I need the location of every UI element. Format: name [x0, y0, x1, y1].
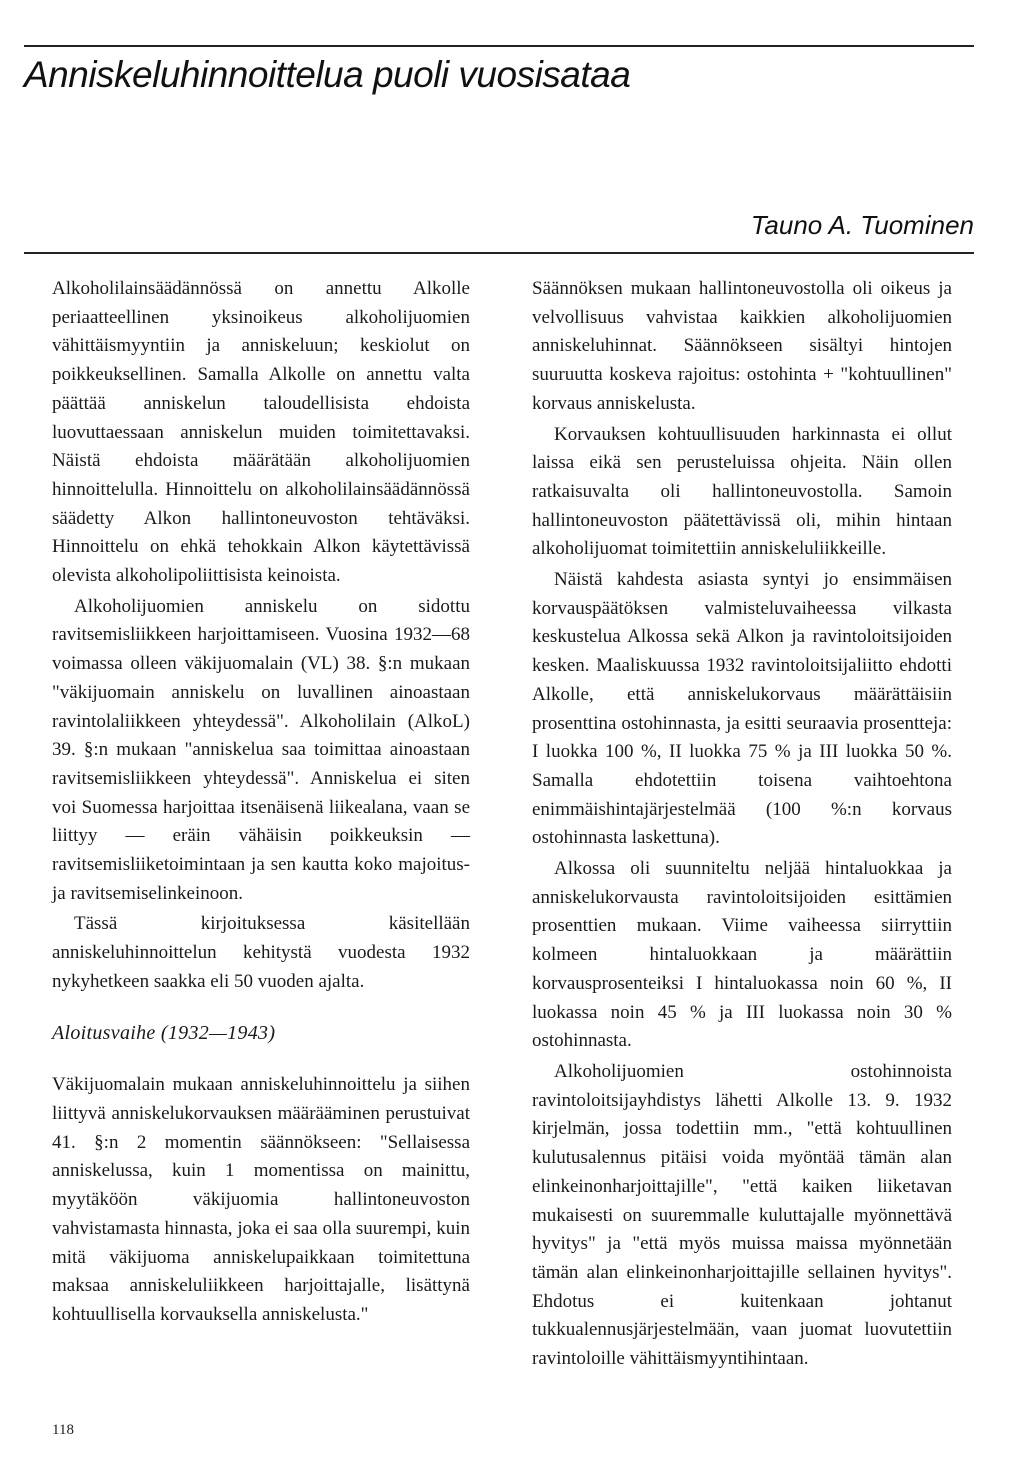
- paragraph: Alkoholijuomien anniskelu on sidottu ravitsemisliikkeen harjoittamiseen. Vuosina 1932—68 voimassa olleen väkijuomalain (VL) 38. §:n mukaan "väkijuomain anniskelu on luvallinen ainoastaan ravintolaliikkeen yhteydessä". Alkoholilain (AlkoL) 39. §:n mukaan "anniskelua saa toimittaa ainoastaan ravitsemisliikkeen yhteydessä". Anniskelua ei siten voi Suomessa harjoittaa itsenäisenä liikealana, vaan se liittyy — eräin vähäisin poikkeuksin — ravitsemisliiketoimintaan ja sen kautta koko majoitus- ja ravitsemiselinkeinoon.: [52, 595, 470, 904]
- left-column: [52, 275, 470, 1332]
- paragraph: Säännöksen mukaan hallintoneuvostolla oli oikeus ja velvollisuus vahvistaa kaikkien alkoholijuomien anniskeluhinnat. Säännökseen sisältyi hintojen suuruutta koskeva rajoitus: ostohinta + "kohtuullinen" korvaus anniskelusta.: [532, 278, 952, 414]
- top-rule: [24, 45, 974, 47]
- paragraph: Alkossa oli suunniteltu neljää hintaluokkaa ja anniskelukorvausta ravintoloitsijoiden esittämien prosenttien mukaan. Viime vaiheessa siirryttiin kolmeen hintaluokkaan ja määrättiin korvausprosenteiksi I hintaluokassa noin 60 %, II luokassa noin 45 % ja III luokassa noin 30 % ostohinnasta.: [532, 858, 952, 1052]
- author-rule: [24, 252, 974, 254]
- paragraph: Alkoholijuomien ostohinnoista ravintoloitsijayhdistys lähetti Alkolle 13. 9. 1932 kirjelmän, jossa todettiin mm., "että kohtuullinen kulutusalennus pitäisi voida myöntää tämän alan elinkeinonharjoittajille", "että kaiken liiketavan mukaisesti on suuremmalle kuluttajalle myönnettävä hyvitys" ja "että myös muissa maissa myönnetään tämän alan elinkeinonharjoittajille sellainen hyvitys". Ehdotus ei kuitenkaan johtanut tukkualennusjärjestelmään, vaan juomat luovutettiin ravintoloille vähittäismyyntihintaan.: [532, 1060, 952, 1370]
- page-number: 118: [52, 1422, 74, 1438]
- article-title: Anniskeluhinnoittelua puoli vuosisataa: [24, 54, 631, 95]
- paragraph: Alkoholilainsäädännössä on annettu Alkolle periaatteellinen yksinoikeus alkoholijuomien vähittäismyyntiin ja anniskeluun; keskiolut on poikkeuksellinen. Samalla Alkolle on annettu valta päättää anniskelun taloudellisista ehdoista luovuttaessaan anniskelun muiden toimitettavaksi. Näistä ehdoista määrätään alkoholijuomien hinnoittelulla. Hinnoittelu on alkoholilainsäädännössä säädetty Alkon hallintoneuvoston tehtäväksi. Hinnoittelu on ehkä tehokkain Alkon käytettävissä olevista alkoholipoliittisista keinoista.: [52, 278, 470, 587]
- author-name: Tauno A. Tuominen: [750, 210, 974, 240]
- right-column: [532, 275, 952, 1376]
- paragraph: Tässä kirjoituksessa käsitellään anniskeluhinnoittelun kehitystä vuodesta 1932 nykyhetkeen saakka eli 50 vuoden ajalta.: [52, 913, 470, 992]
- paragraph: Näistä kahdesta asiasta syntyi jo ensimmäisen korvauspäätöksen valmisteluvaiheessa vilkasta keskustelua Alkossa sekä Alkon ja ravintoloitsijoiden kesken. Maaliskuussa 1932 ravintoloitsijaliitto ehdotti Alkolle, että anniskelukorvaus määrättäisiin prosenttina ostohinnasta, ja esitti seuraavia prosentteja: I luokka 100 %, II luokka 75 % ja III luokka 50 %. Samalla ehdotettiin toisena vaihtoehtona enimmäishintajärjestelmää (100 %:n korvaus ostohinnasta laskettuna).: [532, 569, 952, 849]
- section-heading: Aloitusvaihe (1932—1943): [52, 1021, 276, 1044]
- paragraph: Väkijuomalain mukaan anniskeluhinnoittelu ja siihen liittyvä anniskelukorvauksen määrääminen perustuivat 41. §:n 2 momentin säännökseen: "Sellaisessa anniskelussa, kuin 1 momentissa on mainittu, myytäköön väkijuomia hallintoneuvoston vahvistamasta hinnasta, joka ei saa olla suurempi, kuin mitä väkijuoma anniskelupaikkaan toimitettuna maksaa anniskeluliikkeen harjoittajalle, lisättynä kohtuullisella korvauksella anniskelusta.": [52, 1074, 470, 1325]
- paragraph: Korvauksen kohtuullisuuden harkinnasta ei ollut laissa eikä sen perusteluissa ohjeita. Näin ollen ratkaisuvalta oli hallintoneuvostolla. Samoin hallintoneuvoston päätettävissä oli, mihin hintaan alkoholijuomat toimitettiin anniskeluliikkeille.: [532, 423, 952, 560]
